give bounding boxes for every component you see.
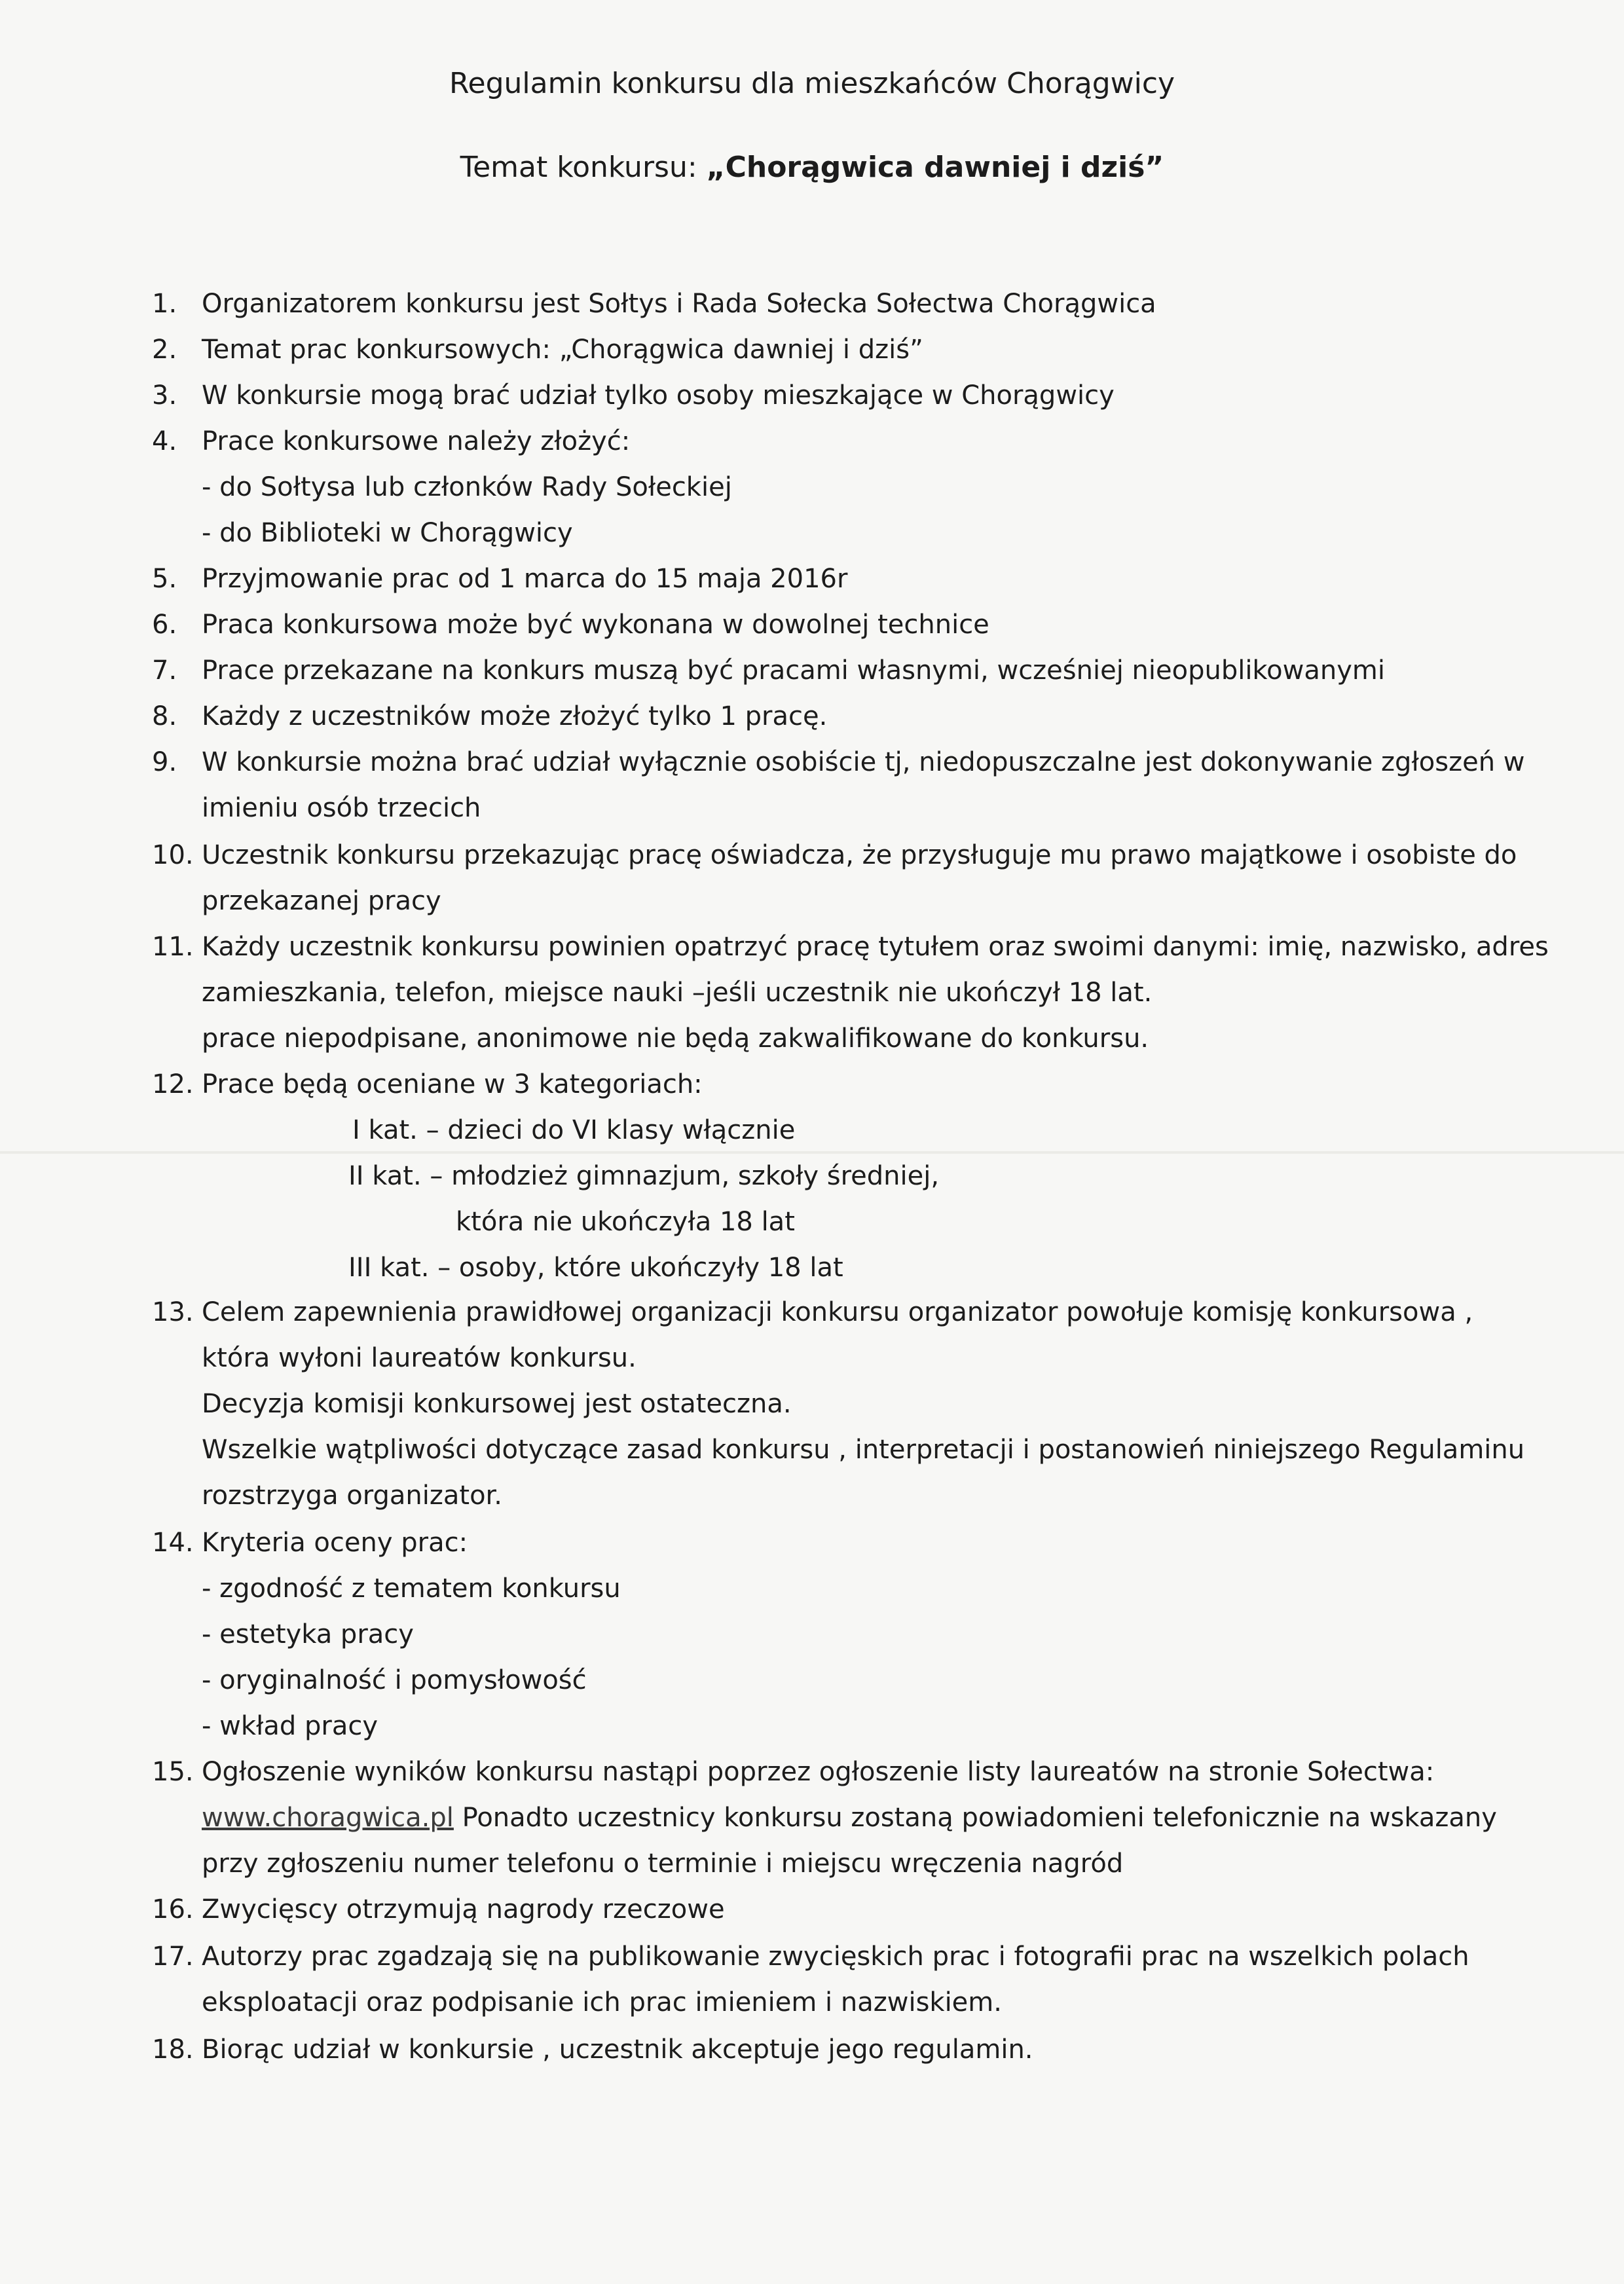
rule-text-line: - estetyka pracy xyxy=(202,1619,414,1649)
rule-text-line: - do Biblioteki w Chorągwicy xyxy=(202,518,573,548)
website-link[interactable]: www.choragwica.pl xyxy=(202,1803,454,1833)
rule-text-line: Autorzy prac zgadzają się na publikowanie zwycięskich prac i fotografii prac na wszelkich polach xyxy=(202,1942,1469,1972)
rule-number: 13. xyxy=(152,1297,194,1327)
rule-text-line: Prace będą oceniane w 3 kategoriach: xyxy=(202,1069,703,1099)
rule-number: 5. xyxy=(152,564,177,594)
rule-text-line: eksploatacji oraz podpisanie ich prac imieniem i nazwiskiem. xyxy=(202,1987,1002,2017)
rule-number: 18. xyxy=(152,2035,194,2065)
rule-number: 17. xyxy=(152,1942,194,1972)
contest-topic-value: „Chorągwica dawniej i dziś” xyxy=(706,151,1164,184)
rule-number: 4. xyxy=(152,426,177,456)
category-line: III kat. – osoby, które ukończyły 18 lat xyxy=(348,1253,843,1283)
rule-text-line: Wszelkie wątpliwości dotyczące zasad konkursu , interpretacji i postanowień niniejszego Regulaminu xyxy=(202,1435,1525,1465)
rule-number: 10. xyxy=(152,840,194,870)
contest-topic xyxy=(0,151,1624,184)
rule-text-line: przy zgłoszeniu numer telefonu o terminie i miejscu wręczenia nagród xyxy=(202,1849,1124,1879)
rule-text-line: Organizatorem konkursu jest Sołtys i Rada Sołecka Sołectwa Chorągwica xyxy=(202,289,1156,319)
rule-number: 9. xyxy=(152,747,177,777)
rule-text-line: - do Sołtysa lub członków Rady Sołeckiej xyxy=(202,472,732,502)
rule-text-line: Każdy uczestnik konkursu powinien opatrzyć pracę tytułem oraz swoimi danymi: imię, nazwisko, adres xyxy=(202,932,1549,962)
rule-text-line: Prace przekazane na konkurs muszą być pracami własnymi, wcześniej nieopublikowanymi xyxy=(202,655,1385,686)
category-line: która nie ukończyła 18 lat xyxy=(456,1207,795,1237)
rule-text-line: rozstrzyga organizator. xyxy=(202,1481,503,1511)
rule-text-segment: Ponadto uczestnicy konkursu zostaną powiadomieni telefonicznie na wskazany xyxy=(453,1803,1497,1833)
rule-text-line: Decyzja komisji konkursowej jest ostateczna. xyxy=(202,1389,792,1419)
category-line: I kat. – dzieci do VI klasy włącznie xyxy=(352,1115,796,1145)
rule-number: 6. xyxy=(152,610,177,640)
rule-text-line: prace niepodpisane, anonimowe nie będą zakwalifikowane do konkursu. xyxy=(202,1023,1149,1054)
rule-text-line: - oryginalność i pomysłowość xyxy=(202,1665,587,1695)
rule-text-line: Przyjmowanie prac od 1 marca do 15 maja 2016r xyxy=(202,564,848,594)
rule-text-line: Prace konkursowe należy złożyć: xyxy=(202,426,631,456)
rule-text-line: Praca konkursowa może być wykonana w dowolnej technice xyxy=(202,610,989,640)
rule-text-line: Celem zapewnienia prawidłowej organizacji konkursu organizator powołuje komisję konkursowa , xyxy=(202,1297,1473,1327)
rule-number: 7. xyxy=(152,655,177,686)
rule-text-line: Uczestnik konkursu przekazując pracę oświadcza, że przysługuje mu prawo majątkowe i osobiste do xyxy=(202,840,1517,870)
rule-text-line: - zgodność z tematem konkursu xyxy=(202,1574,621,1604)
rule-text-line xyxy=(202,1802,1497,1833)
rule-text-line: W konkursie można brać udział wyłącznie osobiście tj, niedopuszczalne jest dokonywanie zgłoszeń w xyxy=(202,747,1525,777)
rule-number: 14. xyxy=(152,1528,194,1558)
rule-text-line: Każdy z uczestników może złożyć tylko 1 pracę. xyxy=(202,701,828,731)
rule-number: 15. xyxy=(152,1757,194,1787)
rule-text-line: przekazanej pracy xyxy=(202,886,441,916)
rule-number: 12. xyxy=(152,1069,194,1099)
rule-text-line: Kryteria oceny prac: xyxy=(202,1528,468,1558)
rule-text-line: zamieszkania, telefon, miejsce nauki –jeśli uczestnik nie ukończył 18 lat. xyxy=(202,978,1153,1008)
rule-text-line: Zwycięscy otrzymują nagrody rzeczowe xyxy=(202,1894,725,1925)
rule-text-line: która wyłoni laureatów konkursu. xyxy=(202,1343,637,1373)
rule-number: 2. xyxy=(152,335,177,365)
rule-text-line: Biorąc udział w konkursie , uczestnik akceptuje jego regulamin. xyxy=(202,2035,1033,2065)
paper-fold-line xyxy=(0,1151,1624,1154)
rule-text-line: Temat prac konkursowych: „Chorągwica dawniej i dziś” xyxy=(202,335,923,365)
rule-text-line: imieniu osób trzecich xyxy=(202,793,481,823)
category-line: II kat. – młodzież gimnazjum, szkoły średniej, xyxy=(348,1161,940,1191)
contest-topic-label: Temat konkursu: xyxy=(460,151,707,184)
rule-text-line: - wkład pracy xyxy=(202,1711,378,1741)
rule-text-line: W konkursie mogą brać udział tylko osoby mieszkające w Chorągwicy xyxy=(202,380,1115,411)
rule-number: 1. xyxy=(152,289,177,319)
rule-number: 8. xyxy=(152,701,177,731)
rule-number: 16. xyxy=(152,1894,194,1925)
rule-number: 11. xyxy=(152,932,194,962)
rule-text-line: Ogłoszenie wyników konkursu nastąpi poprzez ogłoszenie listy laureatów na stronie Sołectwa: xyxy=(202,1757,1435,1787)
document-title: Regulamin konkursu dla mieszkańców Chorągwicy xyxy=(449,67,1175,100)
rule-number: 3. xyxy=(152,380,177,411)
